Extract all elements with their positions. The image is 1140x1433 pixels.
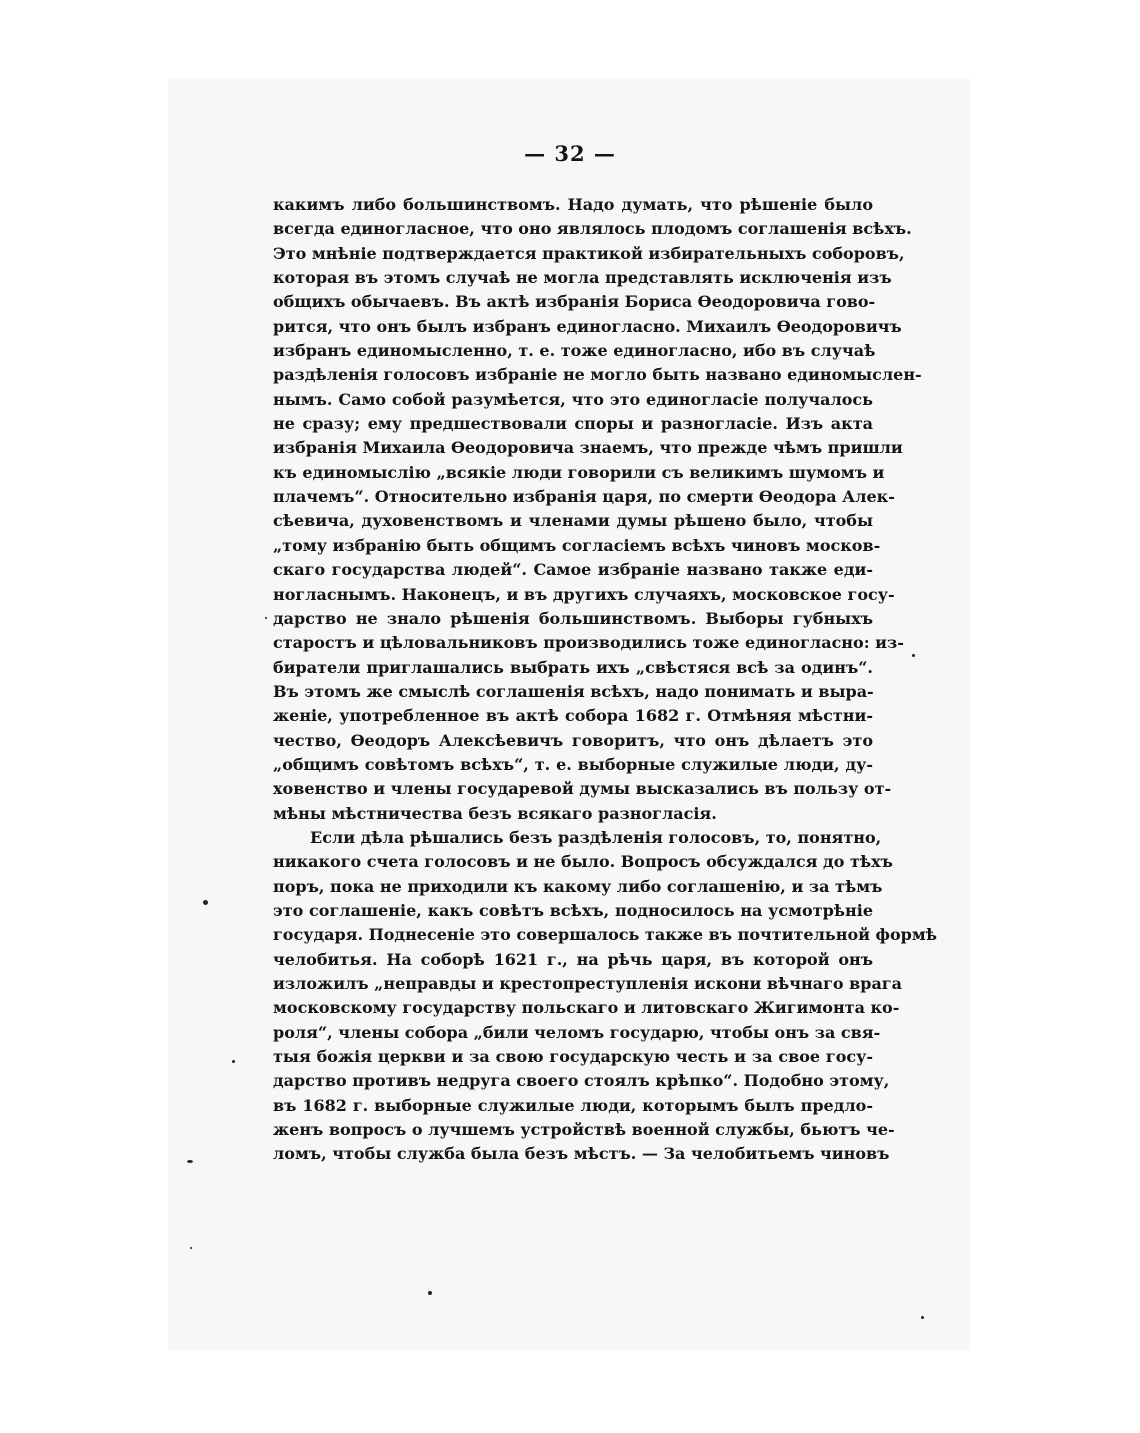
text-line: ховенство и члены государевой думы высказались въ пользу от- bbox=[273, 779, 892, 799]
scan-speck bbox=[912, 654, 915, 657]
text-line: „общимъ совѣтомъ всѣхъ“, т. е. выборные служилые люди, ду- bbox=[273, 754, 873, 774]
text-line: ломъ, чтобы служба была безъ мѣстъ. — За челобитьемъ чиновъ bbox=[273, 1144, 890, 1164]
text-line: общихъ обычаевъ. Въ актѣ избранія Бориса Ѳеодоровича гово- bbox=[273, 292, 876, 312]
paragraph-2 bbox=[273, 826, 937, 1167]
text-line: къ единомыслію „всякіе люди говорили съ великимъ шумомъ и bbox=[273, 462, 885, 482]
text-line: которая въ этомъ случаѣ не могла представлять исключенія изъ bbox=[273, 268, 892, 288]
text-line: Если дѣла рѣшались безъ раздѣленія голосовъ, то, понятно, bbox=[310, 827, 882, 847]
scan-speck bbox=[921, 1316, 924, 1319]
scan-speck bbox=[187, 1160, 193, 1163]
text-line: нымъ. Само собой разумѣется, что это единогласіе получалось bbox=[273, 389, 873, 409]
text-line: дарство противъ недруга своего стоялъ крѣпко“. Подобно этому, bbox=[273, 1071, 890, 1091]
text-line: избранъ единомысленно, т. е. тоже единогласно, ибо въ случаѣ bbox=[273, 341, 876, 361]
body-text bbox=[273, 193, 937, 1167]
text-line: рится, что онъ былъ избранъ единогласно. Михаилъ Ѳеодоровичъ bbox=[273, 316, 902, 336]
text-line: тыя божія церкви и за свою государскую честь и за свое госу- bbox=[273, 1047, 873, 1067]
text-line: изложилъ „неправды и крестопреступленія искони вѣчнаго врага bbox=[273, 974, 902, 993]
text-line: скаго государства людей“. Самое избраніе названо также еди- bbox=[273, 560, 873, 580]
text-line: женіе, употребленное въ актѣ собора 1682 г. Отмѣняя мѣстни- bbox=[273, 706, 873, 726]
text-line: раздѣленія голосовъ избраніе не могло быть названо единомыслен- bbox=[273, 365, 922, 385]
text-line: избранія Михаила Ѳеодоровича знаемъ, что прежде чѣмъ пришли bbox=[273, 438, 903, 458]
scan-speck bbox=[190, 1247, 192, 1249]
text-line: въ 1682 г. выборные служилые люди, которымъ былъ предло- bbox=[273, 1095, 873, 1115]
text-line: биратели приглашались выбрать ихъ „свѣстяся всѣ за одинъ“. bbox=[273, 657, 873, 677]
paragraph-1 bbox=[273, 193, 922, 826]
text-line: московскому государству польскаго и литовскаго Жигимонта ко- bbox=[273, 998, 900, 1018]
scan-speck bbox=[428, 1291, 432, 1295]
text-line: не сразу; ему предшествовали споры и разногласіе. Изъ акта bbox=[273, 414, 873, 434]
text-line: дарство не знало рѣшенія большинствомъ. Выборы губныхъ bbox=[273, 608, 873, 628]
text-line: это соглашеніе, какъ совѣтъ всѣхъ, подносилось на усмотрѣніе bbox=[273, 900, 873, 920]
text-line: мѣны мѣстничества безъ всякаго разногласія. bbox=[273, 803, 717, 823]
page-number: — 32 — bbox=[524, 141, 616, 166]
text-line: плачемъ“. Относительно избранія царя, по смерти Ѳеодора Алек- bbox=[273, 487, 895, 507]
scan-speck bbox=[203, 900, 208, 905]
scan-speck bbox=[232, 1060, 235, 1063]
text-line: ногласнымъ. Наконецъ, и въ другихъ случаяхъ, московское госу- bbox=[273, 584, 895, 604]
text-line: старостъ и цѣловальниковъ производились тоже единогласно: из- bbox=[273, 633, 904, 653]
text-line: государя. Поднесеніе это совершалось также въ почтительной формѣ bbox=[273, 925, 937, 945]
text-line: Въ этомъ же смыслѣ соглашенія всѣхъ, надо понимать и выра- bbox=[273, 681, 874, 701]
text-line: всегда единогласное, что оно являлось плодомъ соглашенія всѣхъ. bbox=[273, 219, 912, 239]
text-line: сѣевича, духовенствомъ и членами думы рѣшено было, чтобы bbox=[273, 511, 873, 531]
text-line: поръ, пока не приходили къ какому либо соглашенію, и за тѣмъ bbox=[273, 876, 883, 896]
scan-speck bbox=[265, 617, 267, 619]
text-line: „тому избранію быть общимъ согласіемъ всѣхъ чиновъ москов- bbox=[273, 535, 881, 555]
text-line: Это мнѣніе подтверждается практикой избирательныхъ соборовъ, bbox=[273, 243, 905, 263]
text-line: роля“, члены собора „били челомъ государю, чтобы онъ за свя- bbox=[273, 1022, 881, 1042]
text-line: челобитья. На соборѣ 1621 г., на рѣчь царя, въ которой онъ bbox=[273, 949, 873, 969]
text-line: какимъ либо большинствомъ. Надо думать, что рѣшеніе было bbox=[273, 195, 873, 214]
text-line: никакого счета голосовъ и не было. Вопросъ обсуждался до тѣхъ bbox=[273, 852, 893, 872]
text-line: чество, Ѳеодоръ Алексѣевичъ говоритъ, что онъ дѣлаетъ это bbox=[273, 730, 873, 750]
text-line: женъ вопросъ о лучшемъ устройствѣ военной службы, бьютъ че- bbox=[273, 1120, 895, 1140]
